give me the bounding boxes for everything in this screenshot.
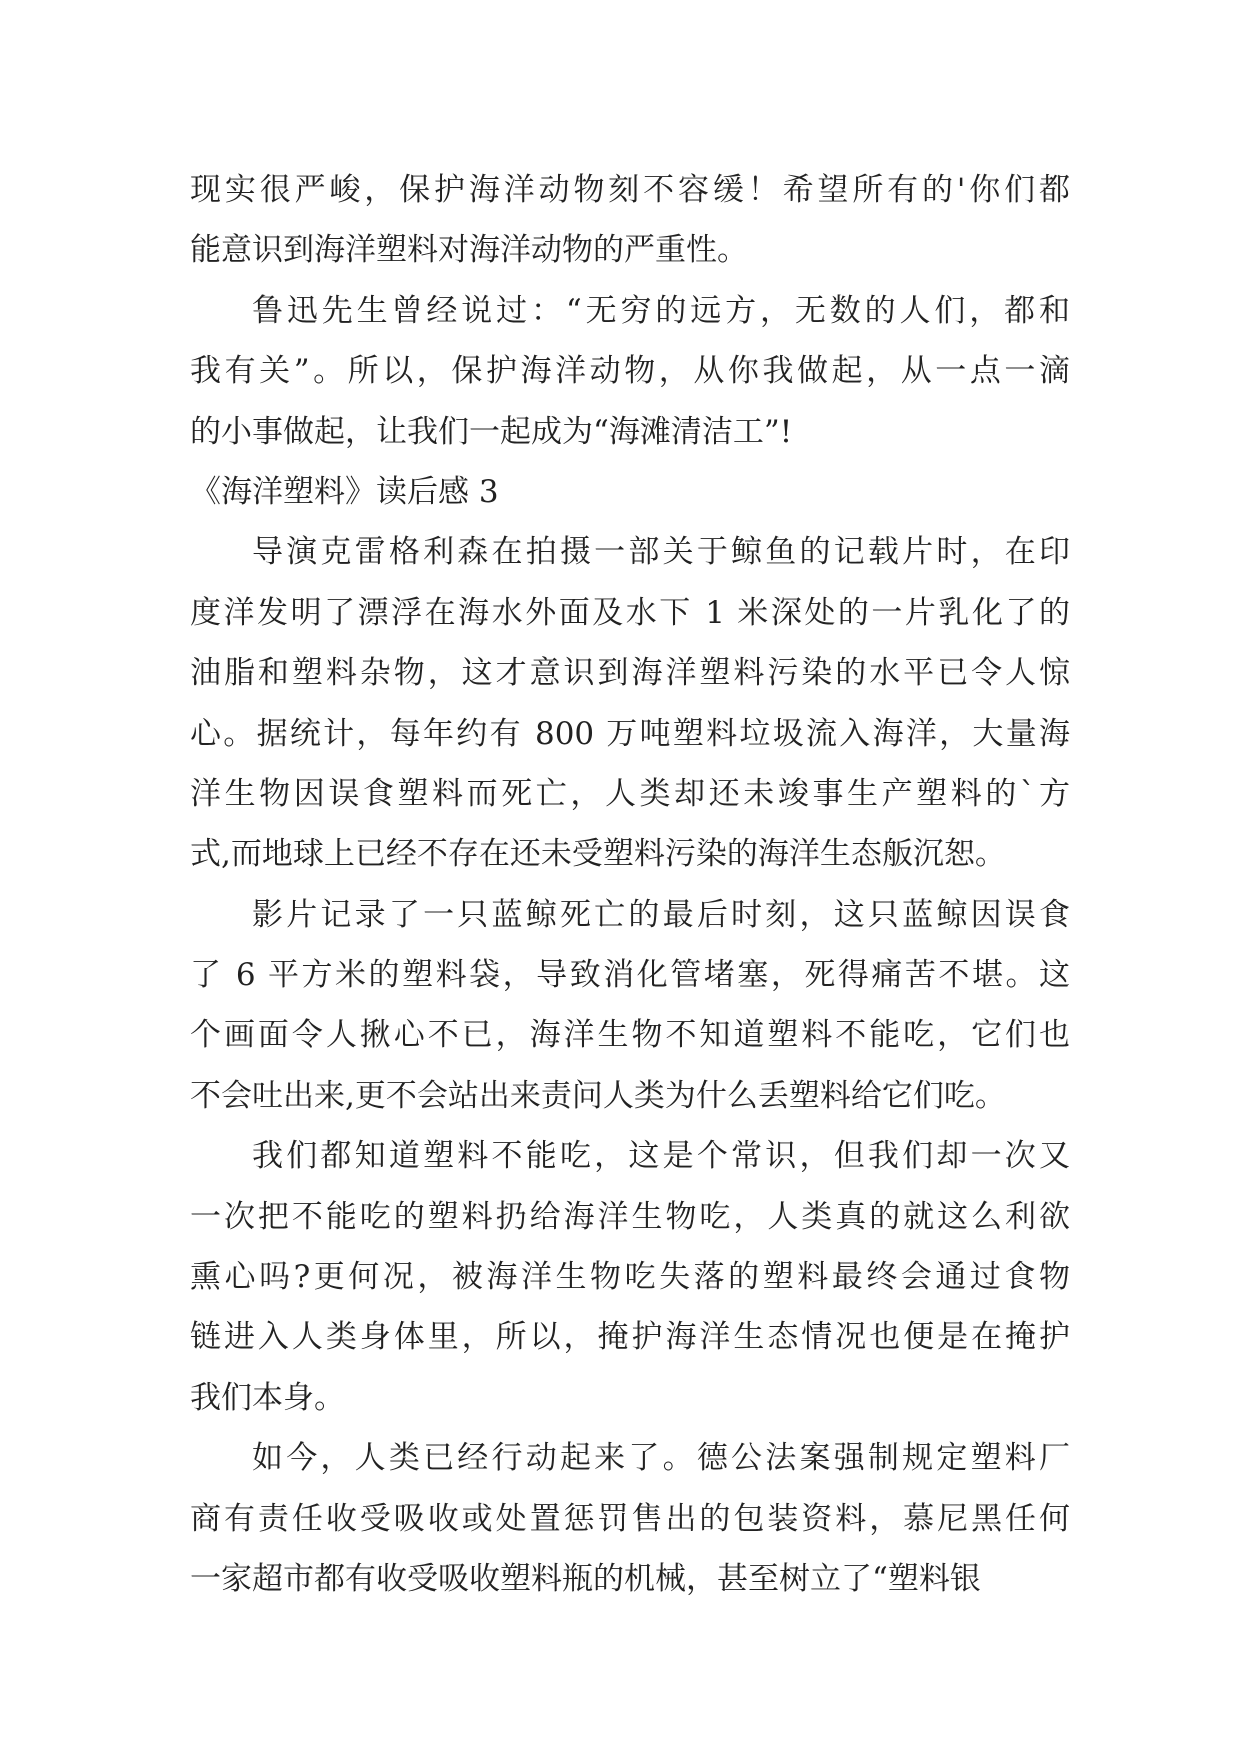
text-line: 油脂和塑料杂物，这才意识到海洋塑料污染的水平已令人惊	[190, 655, 1070, 692]
text-line: 我有关”。所以，保护海洋动物，从你我做起，从一点一滴	[190, 353, 1070, 390]
paragraph	[190, 1428, 1070, 1609]
text-line: 一次把不能吃的塑料扔给海洋生物吃，人类真的就这么利欲	[190, 1198, 1070, 1235]
text-line: 能意识到海洋塑料对海洋动物的严重性。	[190, 232, 748, 269]
paragraph	[190, 1126, 1070, 1428]
text-line: 洋生物因误食塑料而死亡，人类却还未竣事生产塑料的`方	[190, 775, 1070, 812]
text-line: 导演克雷格利森在拍摄一部关于鲸鱼的记载片时，在印	[252, 534, 1070, 571]
text-line: 影片记录了一只蓝鲸死亡的最后时刻，这只蓝鲸因误食	[252, 896, 1070, 933]
text-line: 度洋发明了漂浮在海水外面及水下 1 米深处的一片乳化了的	[190, 594, 1070, 631]
text-line: 我们本身。	[190, 1379, 345, 1416]
text-line: 鲁迅先生曾经说过：“无穷的远方，无数的人们，都和	[252, 292, 1070, 329]
text-line: 如今，人类已经行动起来了。德公法案强制规定塑料厂	[252, 1440, 1070, 1477]
paragraph	[190, 885, 1070, 1127]
text-line: 不会吐出来,更不会站出来责问人类为什么丢塑料给它们吃。	[190, 1077, 1006, 1114]
paragraph	[190, 281, 1070, 462]
text-line: 一家超市都有收受吸收塑料瓶的机械，甚至树立了“塑料银	[190, 1560, 981, 1597]
text-line: 心。据统计，每年约有 800 万吨塑料垃圾流入海洋，大量海	[190, 715, 1070, 752]
section-heading	[190, 462, 1070, 522]
paragraph	[190, 522, 1070, 884]
heading-text: 《海洋塑料》读后感 3	[190, 473, 499, 510]
paragraph	[190, 160, 1070, 281]
text-line: 现实很严峻，保护海洋动物刻不容缓！希望所有的'你们都	[190, 172, 1070, 208]
text-line: 了 6 平方米的塑料袋，导致消化管堵塞，死得痛苦不堪。这	[190, 957, 1070, 994]
text-line: 我们都知道塑料不能吃，这是个常识，但我们却一次又	[252, 1138, 1070, 1175]
text-line: 链进入人类身体里，所以，掩护海洋生态情况也便是在掩护	[190, 1319, 1070, 1356]
text-line: 个画面令人揪心不已，海洋生物不知道塑料不能吃，它们也	[190, 1017, 1070, 1054]
document-body	[190, 160, 1070, 1609]
text-line: 的小事做起，让我们一起成为“海滩清洁工”!	[190, 413, 793, 450]
text-line: 商有责任收受吸收或处置惩罚售出的包装资料，慕尼黑任何	[190, 1500, 1070, 1537]
text-line: 熏心吗?更何况，被海洋生物吃失落的塑料最终会通过食物	[190, 1259, 1070, 1296]
text-line: 式,而地球上已经不存在还未受塑料污染的海洋生态舨沉恕。	[190, 836, 1006, 873]
